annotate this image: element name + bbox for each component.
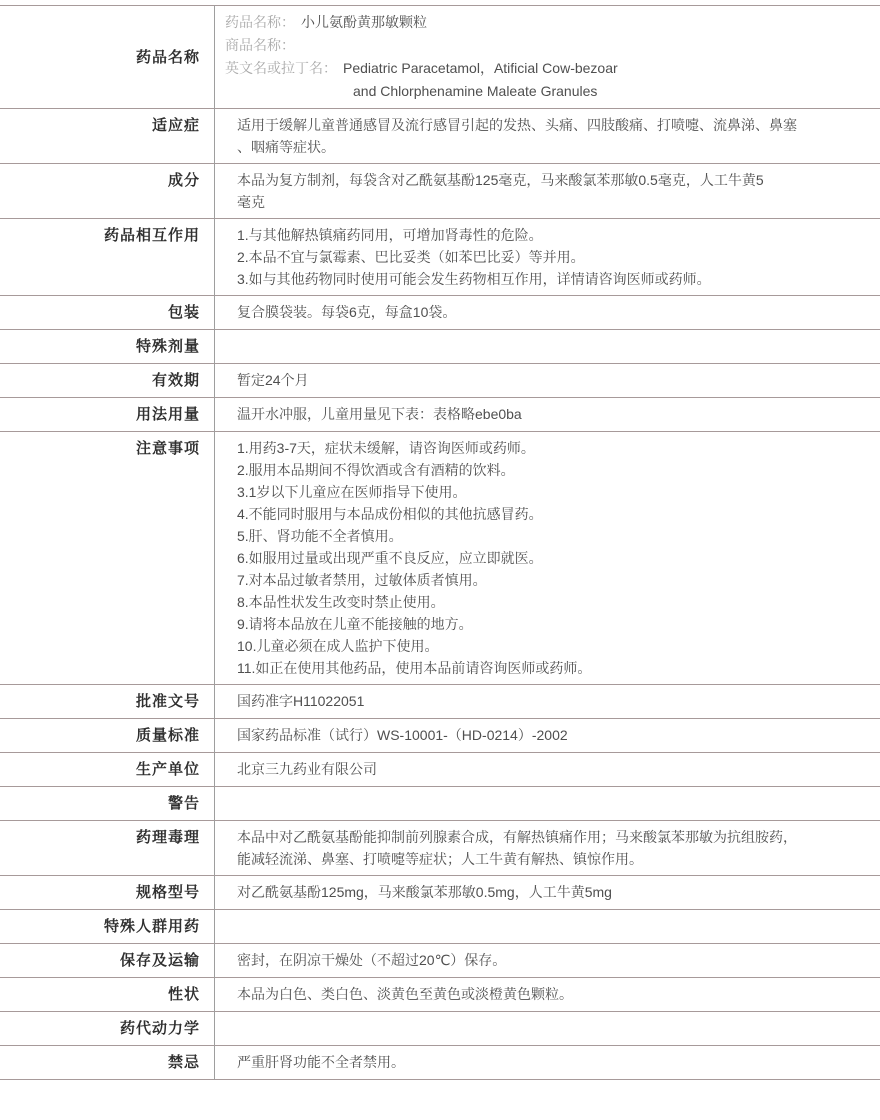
field-value-line: and Chlorphenamine Maleate Granules <box>353 83 598 99</box>
content-line: 北京三九药业有限公司 <box>237 761 377 777</box>
row-label: 规格型号 <box>0 876 215 910</box>
table-row <box>0 719 880 753</box>
content-line: 对乙酰氨基酚125mg，马来酸氯苯那敏0.5mg，人工牛黄5mg <box>237 884 612 900</box>
table-row <box>0 398 880 432</box>
name-field <box>225 34 868 57</box>
table-row <box>0 753 880 787</box>
row-content <box>215 787 880 821</box>
table-row <box>0 876 880 910</box>
content-line: 适用于缓解儿童普通感冒及流行感冒引起的发热、头痛、四肢酸痛、打喷嚏、流鼻涕、鼻塞 <box>237 117 797 133</box>
row-label: 警告 <box>0 787 215 821</box>
table-row <box>0 330 880 364</box>
content-line: 1.用药3-7天，症状未缓解，请咨询医师或药师。 <box>237 440 535 456</box>
row-content <box>215 944 880 978</box>
content-line: 本品为白色、类白色、淡黄色至黄色或淡橙黄色颗粒。 <box>237 986 573 1002</box>
content-line: 10.儿童必须在成人监护下使用。 <box>237 638 439 654</box>
content-line: 暂定24个月 <box>237 372 309 388</box>
row-label: 药理毒理 <box>0 821 215 876</box>
content-line: 5.肝、肾功能不全者慎用。 <box>237 528 403 544</box>
row-label: 特殊剂量 <box>0 330 215 364</box>
table-row <box>0 944 880 978</box>
row-content <box>215 685 880 719</box>
row-label: 批准文号 <box>0 685 215 719</box>
row-label: 药代动力学 <box>0 1012 215 1046</box>
content-line: 1.与其他解热镇痛药同用，可增加肾毒性的危险。 <box>237 227 543 243</box>
name-field <box>225 11 868 34</box>
table-row <box>0 432 880 685</box>
field-key: 药品名称： <box>225 14 295 30</box>
row-label: 成分 <box>0 164 215 219</box>
row-content <box>215 432 880 685</box>
content-line: 2.本品不宜与氯霉素、巴比妥类（如苯巴比妥）等并用。 <box>237 249 585 265</box>
row-content <box>215 164 880 219</box>
field-value <box>343 57 618 103</box>
content-line: 毫克 <box>237 194 265 210</box>
row-content <box>215 364 880 398</box>
content-line: 本品为复方制剂，每袋含对乙酰氨基酚125毫克，马来酸氯苯那敏0.5毫克，人工牛黄5 <box>237 172 764 188</box>
content-line: 8.本品性状发生改变时禁止使用。 <box>237 594 445 610</box>
row-label: 包装 <box>0 296 215 330</box>
row-content <box>215 398 880 432</box>
field-key: 英文名或拉丁名： <box>225 60 337 76</box>
field-value: 小儿氨酚黄那敏颗粒 <box>301 14 427 30</box>
content-line: 6.如服用过量或出现严重不良反应，应立即就医。 <box>237 550 543 566</box>
row-content <box>215 330 880 364</box>
row-label: 禁忌 <box>0 1046 215 1080</box>
content-line: 密封，在阴凉干燥处（不超过20℃）保存。 <box>237 952 507 968</box>
table-row <box>0 364 880 398</box>
row-label: 药品相互作用 <box>0 219 215 296</box>
row-label: 用法用量 <box>0 398 215 432</box>
row-content <box>215 753 880 787</box>
row-content <box>215 719 880 753</box>
content-line: 严重肝肾功能不全者禁用。 <box>237 1054 405 1070</box>
row-label: 质量标准 <box>0 719 215 753</box>
table-row <box>0 978 880 1012</box>
table-row <box>0 821 880 876</box>
table-row <box>0 6 880 109</box>
row-label: 生产单位 <box>0 753 215 787</box>
row-content <box>215 6 880 109</box>
content-line: 9.请将本品放在儿童不能接触的地方。 <box>237 616 473 632</box>
content-line: 国家药品标准（试行）WS-10001-（HD-0214）-2002 <box>237 727 568 743</box>
content-line: 7.对本品过敏者禁用，过敏体质者慎用。 <box>237 572 487 588</box>
row-content <box>215 109 880 164</box>
table-row <box>0 685 880 719</box>
content-line: 能减轻流涕、鼻塞、打喷嚏等症状；人工牛黄有解热、镇惊作用。 <box>237 851 643 867</box>
row-content <box>215 219 880 296</box>
row-label: 适应症 <box>0 109 215 164</box>
row-content <box>215 876 880 910</box>
table-row <box>0 164 880 219</box>
table-row <box>0 910 880 944</box>
row-content <box>215 296 880 330</box>
field-key: 商品名称： <box>225 37 295 53</box>
content-line: 3.1岁以下儿童应在医师指导下使用。 <box>237 484 467 500</box>
table-row <box>0 109 880 164</box>
row-label: 药品名称 <box>0 6 215 109</box>
content-line: 4.不能同时服用与本品成份相似的其他抗感冒药。 <box>237 506 543 522</box>
content-line: 3.如与其他药物同时使用可能会发生药物相互作用，详情请咨询医师或药师。 <box>237 271 711 287</box>
content-line: 2.服用本品期间不得饮酒或含有酒精的饮料。 <box>237 462 515 478</box>
row-label: 性状 <box>0 978 215 1012</box>
content-line: 复合膜袋装。每袋6克，每盒10袋。 <box>237 304 457 320</box>
row-content <box>215 1012 880 1046</box>
row-label: 特殊人群用药 <box>0 910 215 944</box>
table-row <box>0 1012 880 1046</box>
drug-info-table <box>0 5 880 1080</box>
row-label: 保存及运输 <box>0 944 215 978</box>
table-row <box>0 296 880 330</box>
content-line: 国药准字H11022051 <box>237 693 365 709</box>
drug-table-body <box>0 6 880 1080</box>
table-row <box>0 1046 880 1080</box>
row-label: 注意事项 <box>0 432 215 685</box>
content-line: 温开水冲服，儿童用量见下表：表格略ebe0ba <box>237 406 522 422</box>
content-line: 11.如正在使用其他药品，使用本品前请咨询医师或药师。 <box>237 660 592 676</box>
table-row <box>0 787 880 821</box>
name-field <box>225 57 868 103</box>
content-line: 本品中对乙酰氨基酚能抑制前列腺素合成，有解热镇痛作用；马来酸氯苯那敏为抗组胺药， <box>237 829 797 845</box>
row-content <box>215 1046 880 1080</box>
table-row <box>0 219 880 296</box>
row-content <box>215 910 880 944</box>
content-line: 、咽痛等症状。 <box>237 139 335 155</box>
row-content <box>215 821 880 876</box>
field-value-line: Pediatric Paracetamol，Atificial Cow-bezoar <box>343 60 618 76</box>
row-label: 有效期 <box>0 364 215 398</box>
row-content <box>215 978 880 1012</box>
